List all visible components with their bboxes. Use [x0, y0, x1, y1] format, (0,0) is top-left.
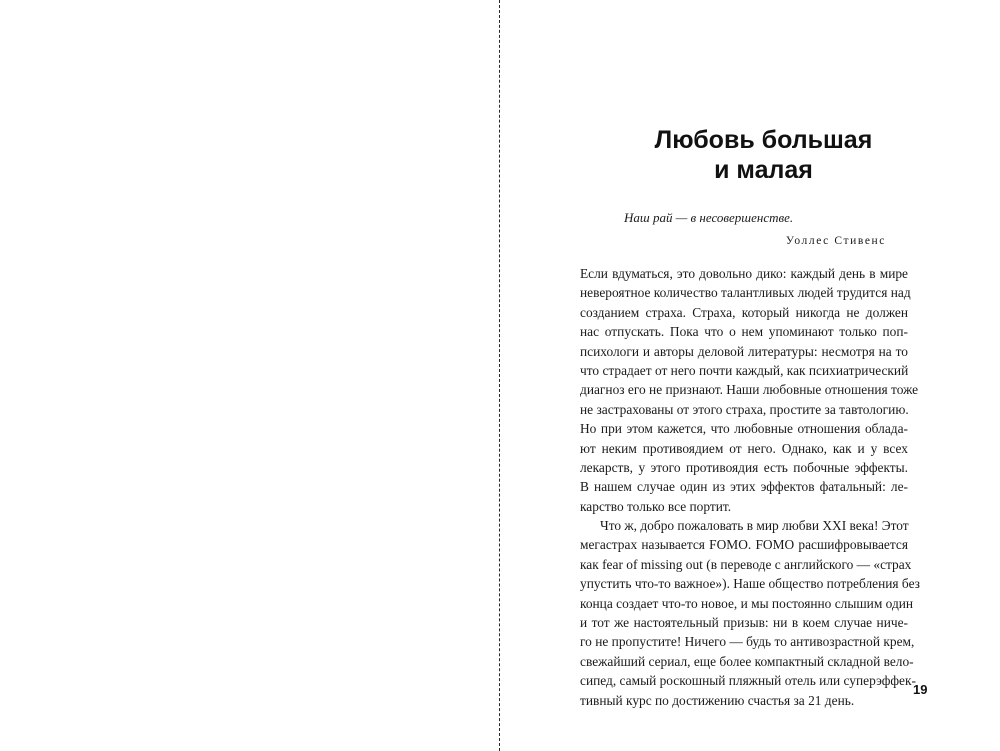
text-line: Но при этом кажется, что любовные отношения облада-	[580, 421, 908, 437]
text-line: свежайший сериал, еще более компактный складной вело-	[580, 653, 914, 669]
text-line: конца создает что-то новое, и мы постоянно слышим один	[580, 595, 914, 611]
text-line: Что ж, добро пожаловать в мир любви XXI века! Этот	[600, 518, 909, 534]
epigraph-author: Уоллес Стивенс	[785, 235, 886, 247]
text-line: нас отпускать. Пока что о нем упоминают только поп-	[580, 324, 908, 340]
chapter-title-line-1: Любовь большая	[654, 126, 873, 154]
text-line: лекарств, у этого противоядия есть побочные эффекты.	[580, 459, 908, 475]
page-number: 19	[913, 682, 928, 697]
text-line: психологи и авторы деловой литературы: несмотря на то	[580, 343, 908, 359]
text-line: тивный курс по достижению счастья за 21 день.	[580, 692, 855, 708]
epigraph	[624, 209, 886, 249]
text-line: созданием страха. Страха, который никогда не должен	[580, 304, 908, 320]
paragraph-1	[580, 264, 919, 516]
text-line: ют неким противоядием от него. Однако, как и у всех	[580, 440, 908, 456]
text-line: не застрахованы от этого страха, простите за тавтологию.	[580, 401, 909, 417]
text-line: невероятное количество талантливых людей трудится над	[580, 285, 911, 301]
page-fold-line	[499, 0, 500, 751]
paragraph-2	[580, 516, 920, 710]
text-line: карство только все портит.	[580, 498, 732, 514]
text-line: В нашем случае один из этих эффектов фатальный: ле-	[580, 479, 908, 495]
epigraph-quote: Наш рай — в несовершенстве.	[624, 210, 794, 225]
body-text	[580, 264, 920, 710]
text-line: го не пропустите! Ничего — будь то антивозрастной крем,	[580, 634, 915, 650]
text-line: диагноз его не признают. Наши любовные отношения тоже	[580, 382, 919, 398]
text-line: Если вдуматься, это довольно дико: каждый день в мире	[580, 266, 908, 281]
left-page-blank	[0, 0, 499, 751]
text-line: и тот же настоятельный призыв: ни в коем случае ниче-	[580, 615, 908, 631]
chapter-title	[631, 125, 896, 185]
text-line: сипед, самый роскошный пляжный отель или суперэффек-	[580, 673, 916, 689]
right-page	[501, 0, 1000, 751]
text-line: что страдает от него почти каждый, как психиатрический	[580, 362, 909, 378]
text-line: мегастрах называется FOMO. FOMO расшифровывается	[580, 537, 908, 553]
text-line: как fear of missing out (в переводе с английского — «страх	[580, 556, 912, 572]
chapter-title-line-2: и малая	[714, 156, 813, 184]
text-line: упустить что-то важное»). Наше общество потребления без	[580, 576, 920, 592]
